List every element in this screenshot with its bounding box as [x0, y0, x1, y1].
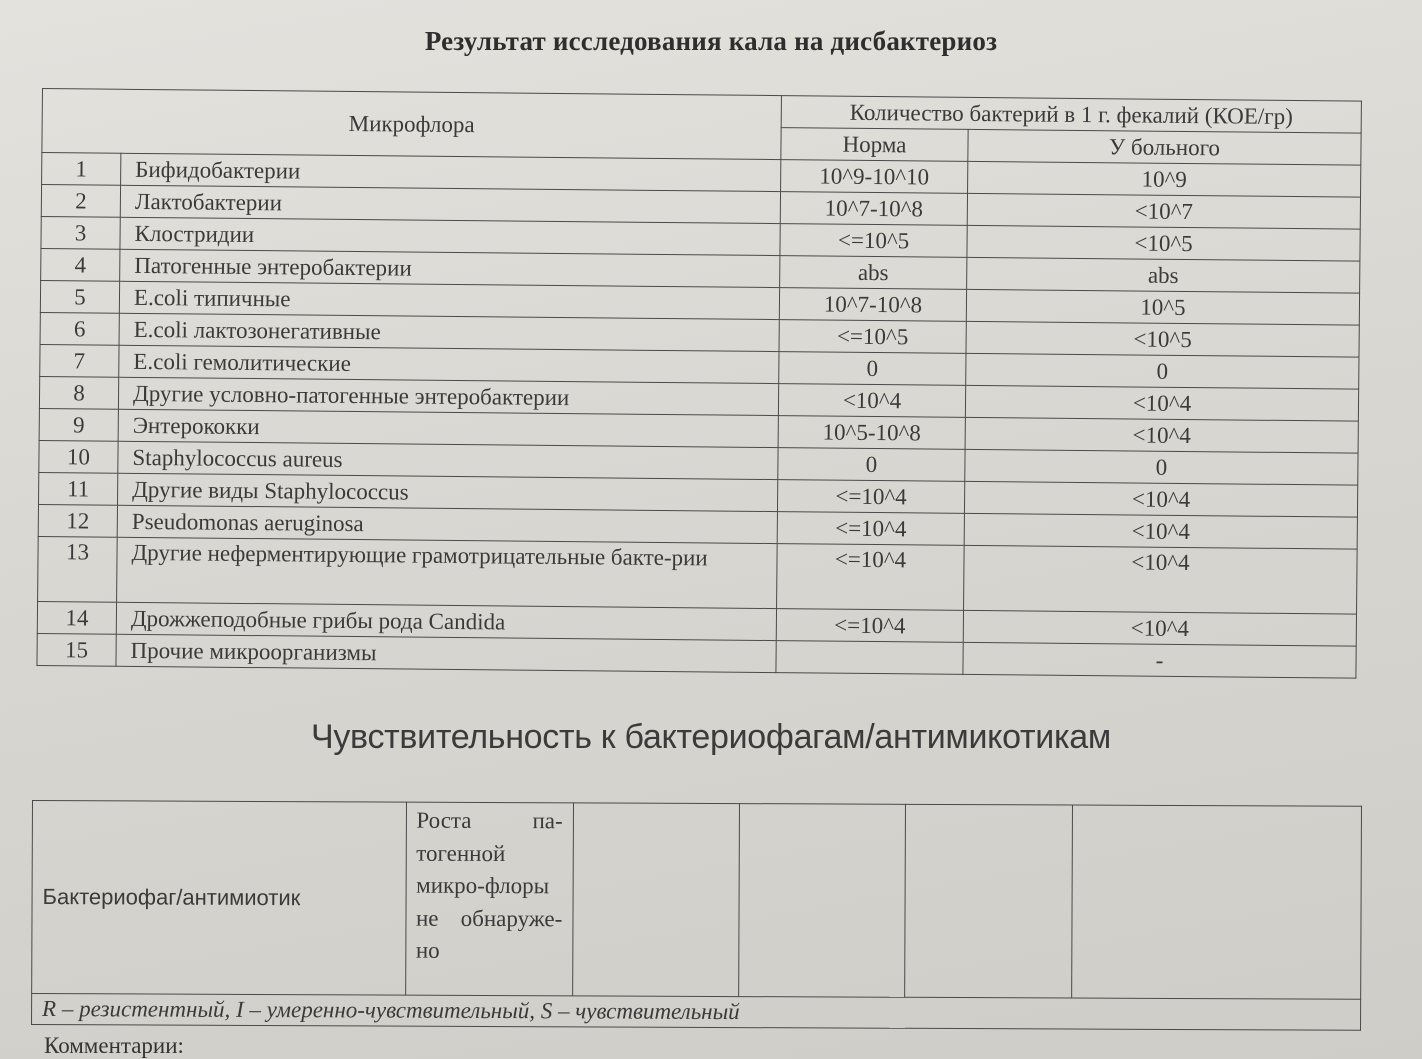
table-body — [37, 153, 1361, 679]
sensitivity-table — [31, 800, 1362, 1031]
row-patient-value: 10^9 — [968, 161, 1361, 197]
row-norm-value: <=10^4 — [777, 544, 965, 611]
row-microflora-name: E.coli гемолитические — [119, 345, 779, 383]
growth-label-cell: Роста па-тогенной микро-флоры не обнаруже-но — [405, 802, 573, 996]
row-patient-value: <10^5 — [967, 225, 1360, 261]
row-number: 3 — [41, 216, 120, 249]
row-norm-value: <10^4 — [778, 384, 965, 418]
phage-label-cell: Бактериофаг/антимиотик — [32, 801, 406, 996]
empty-cell — [739, 804, 906, 998]
row-microflora-name: E.coli лактозонегативные — [119, 313, 779, 351]
row-microflora-name: Дрожжеподобные грибы рода Candida — [116, 602, 776, 640]
row-patient-value: - — [963, 642, 1356, 678]
row-number: 12 — [38, 504, 117, 537]
dysbacteriosis-results-table — [36, 88, 1361, 679]
row-number: 7 — [40, 344, 119, 377]
row-norm-value — [776, 641, 963, 675]
section-title-sensitivity: Чувствительность к бактериофагам/антимикотикам — [311, 718, 1111, 756]
row-norm-value: 10^7-10^8 — [779, 288, 966, 322]
header-bacteria-count: Количество бактерий в 1 г. фекалий (КОЕ/гр) — [781, 96, 1361, 134]
row-patient-value: <10^4 — [965, 417, 1358, 453]
row-patient-value: <10^4 — [964, 481, 1357, 517]
row-norm-value: 0 — [778, 448, 965, 482]
row-microflora-name: Staphylococcus aureus — [118, 441, 778, 479]
empty-cell — [572, 803, 739, 997]
row-norm-value: 10^9-10^10 — [781, 160, 968, 194]
row-norm-value: 10^7-10^8 — [780, 192, 967, 226]
row-patient-value: <10^5 — [966, 321, 1359, 357]
row-norm-value: <=10^5 — [779, 320, 966, 354]
row-norm-value: 10^5-10^8 — [778, 416, 965, 450]
row-number: 1 — [42, 153, 121, 186]
row-norm-value: <=10^4 — [777, 512, 964, 546]
comments-label: Комментарии: — [44, 1033, 184, 1058]
row-microflora-name: E.coli типичные — [119, 281, 779, 319]
row-patient-value: <10^4 — [964, 545, 1358, 614]
row-patient-value: 0 — [965, 449, 1358, 485]
row-patient-value: <10^4 — [964, 513, 1357, 549]
row-number: 2 — [41, 185, 120, 218]
row-microflora-name: Другие условно-патогенные энтеробактерии — [118, 377, 778, 415]
row-microflora-name: Лактобактерии — [120, 185, 780, 223]
row-microflora-name: Другие неферментирующие грамотрицательные бакте-рии — [117, 537, 778, 608]
row-patient-value: <10^4 — [963, 610, 1356, 646]
row-number: 11 — [39, 472, 118, 505]
sensitivity-row — [32, 801, 1362, 1000]
row-patient-value: <10^4 — [965, 385, 1358, 421]
row-number: 5 — [40, 280, 119, 313]
row-patient-value: abs — [967, 257, 1360, 293]
row-number: 4 — [41, 248, 120, 281]
row-patient-value: 10^5 — [966, 289, 1359, 325]
row-number: 9 — [39, 408, 118, 441]
header-patient: У больного — [968, 129, 1361, 165]
row-norm-value: 0 — [779, 352, 966, 386]
legend-row — [32, 994, 1361, 1031]
row-microflora-name: Бифидобактерии — [121, 153, 781, 191]
empty-cell — [905, 804, 1072, 998]
row-norm-value: abs — [780, 256, 967, 290]
row-number: 14 — [37, 601, 116, 634]
row-microflora-name: Pseudomonas aeruginosa — [117, 505, 777, 543]
row-norm-value: <=10^5 — [780, 224, 967, 258]
row-norm-value: <=10^4 — [776, 609, 963, 643]
empty-cell — [1071, 805, 1361, 999]
row-number: 13 — [38, 536, 118, 602]
row-microflora-name: Клостридии — [120, 217, 780, 255]
row-microflora-name: Энтерококки — [118, 409, 778, 447]
row-microflora-name: Другие виды Staphylococcus — [117, 473, 777, 511]
document-title: Результат исследования кала на дисбактериоз — [424, 26, 998, 56]
sensitivity-legend: R – резистентный, I – умеренно-чувствительный, S – чувствительный — [32, 994, 1361, 1031]
row-microflora-name: Патогенные энтеробактерии — [120, 249, 780, 287]
row-number: 8 — [39, 376, 118, 409]
row-number: 10 — [39, 440, 118, 473]
row-number: 15 — [37, 633, 116, 666]
row-number: 6 — [40, 312, 119, 345]
row-patient-value: 0 — [966, 353, 1359, 389]
row-microflora-name: Прочие микроорганизмы — [116, 634, 776, 672]
row-norm-value: <=10^4 — [777, 480, 964, 514]
header-norm: Норма — [781, 128, 968, 162]
row-patient-value: <10^7 — [967, 193, 1360, 229]
header-microflora: Микрофлора — [42, 89, 782, 160]
